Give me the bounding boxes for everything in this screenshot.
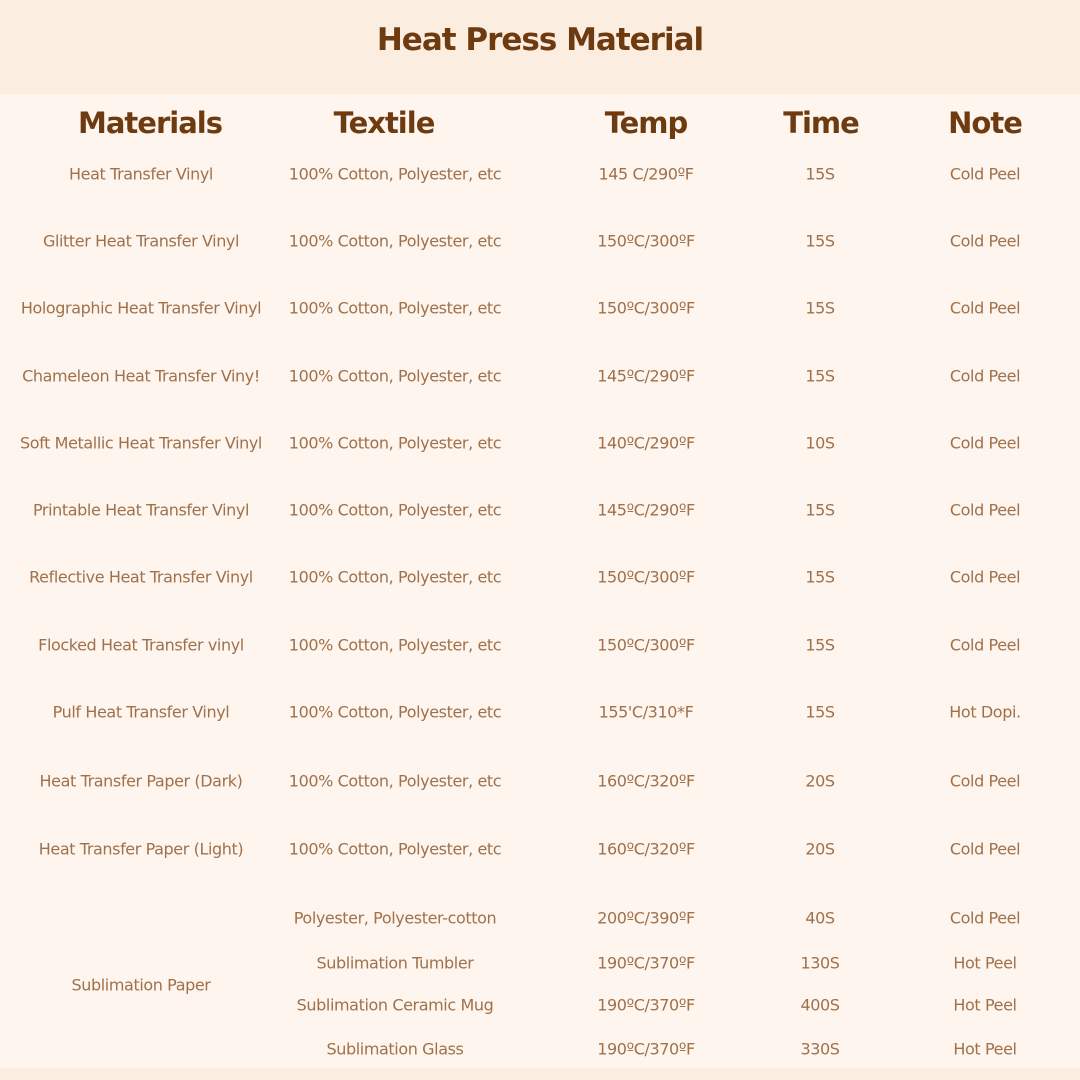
textile-cell: 100% Cotton, Polyester, etc — [288, 635, 502, 655]
time-cell: 15S — [805, 164, 835, 184]
temp-cell: 190ºC/370ºF — [597, 995, 695, 1015]
temp-cell: 145ºC/290ºF — [597, 366, 695, 386]
textile-cell: 100% Cotton, Polyester, etc — [288, 839, 502, 859]
time-cell: 10S — [805, 433, 835, 453]
note-cell: Cold Peel — [949, 298, 1021, 318]
temp-cell: 145 C/290ºF — [598, 164, 694, 184]
time-cell: 400S — [800, 995, 840, 1015]
note-cell: Cold Peel — [949, 635, 1021, 655]
note-cell: Cold Peel — [949, 567, 1021, 587]
temp-cell: 150ºC/300ºF — [597, 567, 695, 587]
material-cell: Pulf Heat Transfer Vinyl — [52, 702, 230, 722]
note-cell: Cold Peel — [949, 433, 1021, 453]
textile-cell: Sublimation Tumbler — [316, 953, 474, 973]
header-materials: Materials — [78, 106, 222, 140]
time-cell: 130S — [800, 953, 840, 973]
note-cell: Cold Peel — [949, 366, 1021, 386]
time-cell: 15S — [805, 702, 835, 722]
material-cell: Heat Transfer Vinyl — [69, 164, 213, 184]
time-cell: 15S — [805, 635, 835, 655]
header-temp: Temp — [604, 106, 688, 140]
temp-cell: 190ºC/370ºF — [597, 953, 695, 973]
header-textile: Textile — [333, 106, 435, 140]
note-cell: Hot Peel — [953, 995, 1017, 1015]
temp-cell: 140ºC/290ºF — [597, 433, 695, 453]
note-cell: Cold Peel — [949, 839, 1021, 859]
textile-cell: Polyester, Polyester-cotton — [293, 908, 497, 928]
note-cell: Hot Dopi. — [949, 702, 1021, 722]
note-cell: Cold Peel — [949, 908, 1021, 928]
temp-cell: 160ºC/320ºF — [597, 839, 695, 859]
note-cell: Cold Peel — [949, 500, 1021, 520]
time-cell: 15S — [805, 298, 835, 318]
textile-cell: 100% Cotton, Polyester, etc — [288, 567, 502, 587]
temp-cell: 200ºC/390ºF — [597, 908, 695, 928]
textile-cell: 100% Cotton, Polyester, etc — [288, 771, 502, 791]
time-cell: 20S — [805, 771, 835, 791]
textile-cell: 100% Cotton, Polyester, etc — [288, 433, 502, 453]
time-cell: 15S — [805, 231, 835, 251]
temp-cell: 150ºC/300ºF — [597, 298, 695, 318]
textile-cell: 100% Cotton, Polyester, etc — [288, 231, 502, 251]
note-cell: Cold Peel — [949, 231, 1021, 251]
textile-cell: 100% Cotton, Polyester, etc — [288, 500, 502, 520]
temp-cell: 160ºC/320ºF — [597, 771, 695, 791]
header-time: Time — [783, 106, 859, 140]
note-cell: Cold Peel — [949, 164, 1021, 184]
material-cell: Holographic Heat Transfer Vinyl — [20, 298, 262, 318]
textile-cell: Sublimation Glass — [326, 1039, 464, 1059]
material-cell: Glitter Heat Transfer Vinyl — [42, 231, 240, 251]
textile-cell: Sublimation Ceramic Mug — [296, 995, 494, 1015]
textile-cell: 100% Cotton, Polyester, etc — [288, 366, 502, 386]
bottom-band — [0, 1068, 1080, 1080]
material-cell: Soft Metallic Heat Transfer Vinyl — [20, 433, 262, 453]
temp-cell: 145ºC/290ºF — [597, 500, 695, 520]
header-note: Note — [948, 106, 1022, 140]
material-cell: Heat Transfer Paper (Light) — [38, 839, 244, 859]
page-title: Heat Press Material — [376, 22, 704, 58]
time-cell: 330S — [800, 1039, 840, 1059]
textile-cell: 100% Cotton, Polyester, etc — [288, 702, 502, 722]
textile-cell: 100% Cotton, Polyester, etc — [288, 298, 502, 318]
material-cell: Flocked Heat Transfer vinyl — [38, 635, 244, 655]
material-cell: Printable Heat Transfer Vinyl — [32, 500, 250, 520]
note-cell: Cold Peel — [949, 771, 1021, 791]
material-cell: Heat Transfer Paper (Dark) — [39, 771, 243, 791]
time-cell: 40S — [805, 908, 835, 928]
temp-cell: 155'C/310*F — [598, 702, 694, 722]
temp-cell: 190ºC/370ºF — [597, 1039, 695, 1059]
material-cell: Chameleon Heat Transfer Viny! — [22, 366, 260, 386]
note-cell: Hot Peel — [953, 953, 1017, 973]
textile-cell: 100% Cotton, Polyester, etc — [288, 164, 502, 184]
material-cell: Reflective Heat Transfer Vinyl — [29, 567, 253, 587]
time-cell: 15S — [805, 366, 835, 386]
time-cell: 15S — [805, 500, 835, 520]
note-cell: Hot Peel — [953, 1039, 1017, 1059]
temp-cell: 150ºC/300ºF — [597, 635, 695, 655]
temp-cell: 150ºC/300ºF — [597, 231, 695, 251]
material-cell: Sublimation Paper — [71, 975, 211, 995]
time-cell: 20S — [805, 839, 835, 859]
time-cell: 15S — [805, 567, 835, 587]
